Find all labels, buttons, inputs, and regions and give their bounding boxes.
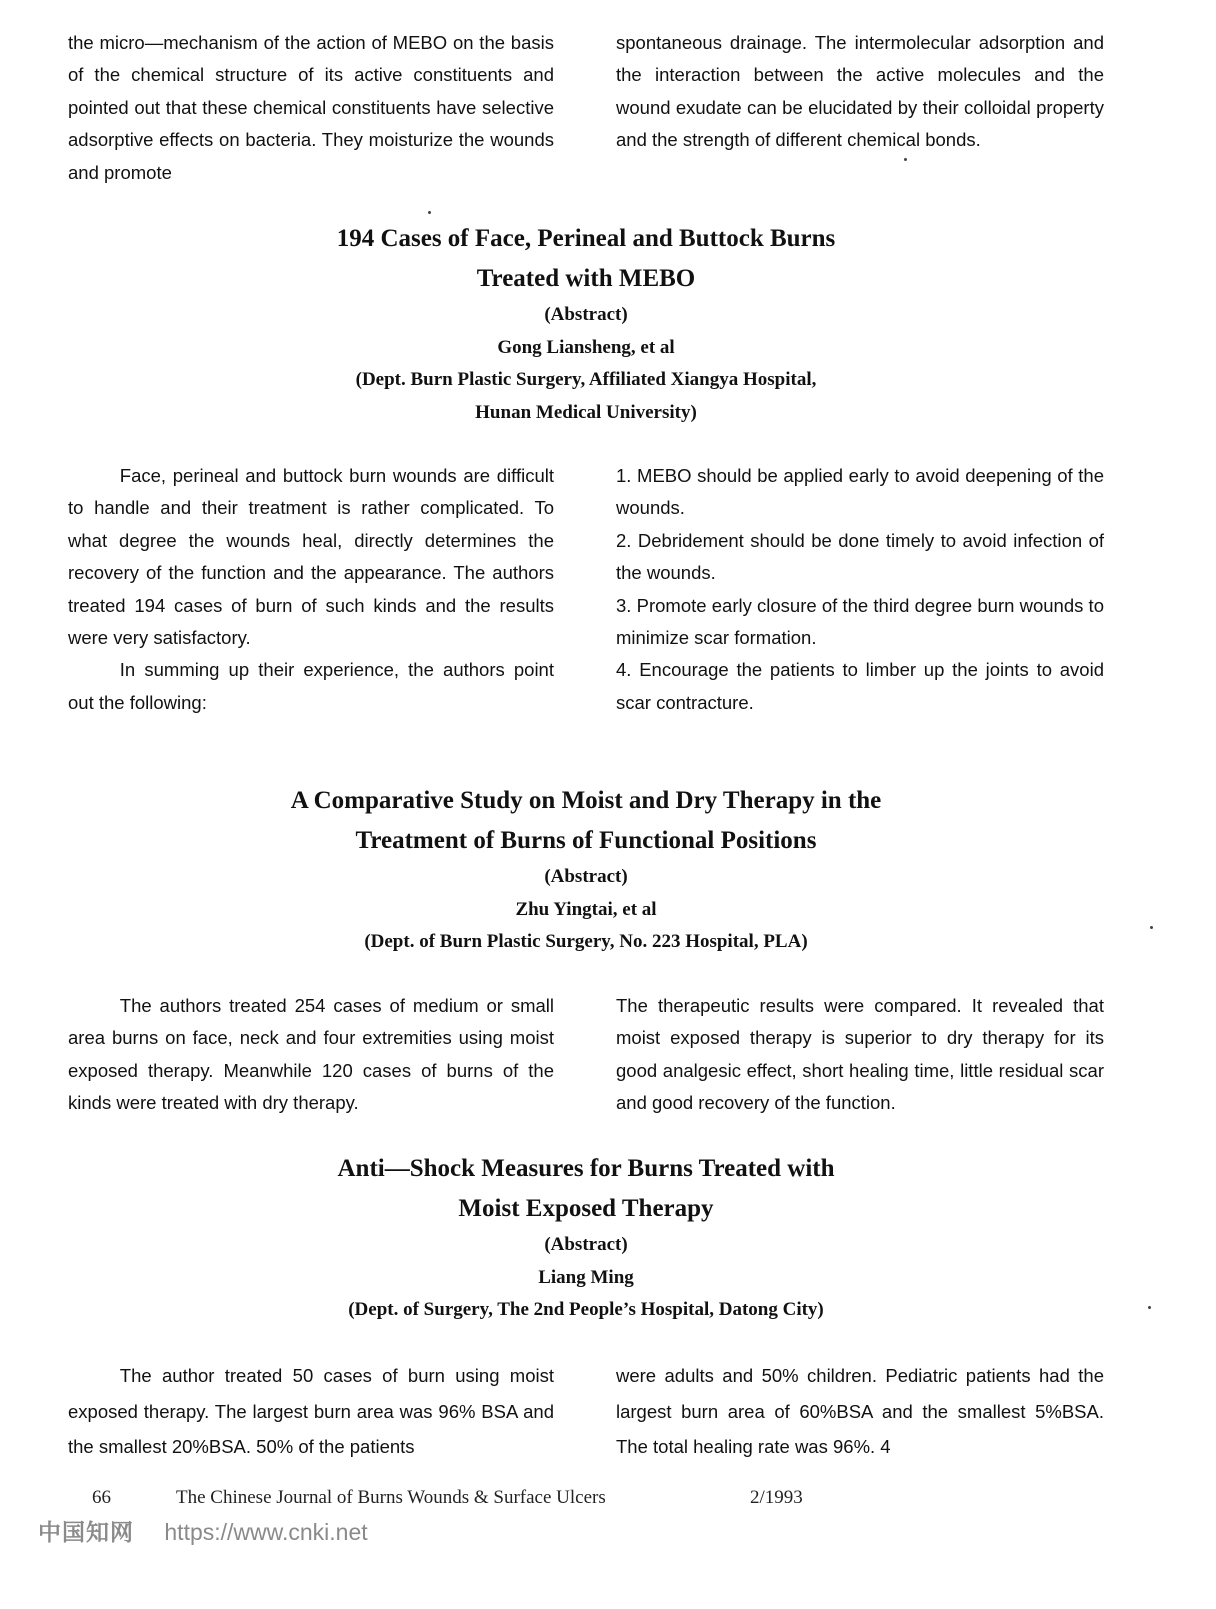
affiliation: (Dept. of Burn Plastic Surgery, No. 223 Hospital, PLA) [364,931,808,952]
abstract-label: (Abstract) [544,866,628,887]
article2-header [0,781,1172,959]
authors: Liang Ming [538,1266,634,1288]
article1-header [0,219,1172,429]
article3-body [68,1358,1104,1465]
scan-speck [904,158,907,161]
paragraph: The therapeutic results were compared. It revealed that moist exposed therapy is superior to dry therapy for its good analgesic effect, short healing time, little residual scar and good recovery of the function. [616,995,1104,1114]
article3-header [0,1149,1172,1327]
authors: Zhu Yingtai, et al [515,898,657,920]
list-item: 1. MEBO should be applied early to avoid deepening of the wounds. [616,465,1104,519]
page-footer [0,1487,1216,1511]
abstract-label: (Abstract) [544,304,628,325]
list-item: 3. Promote early closure of the third degree burn wounds to minimize scar formation. [616,594,1104,649]
scan-speck [1150,926,1153,929]
affiliation: (Dept. Burn Plastic Surgery, Affiliated Xiangya Hospital, [355,369,817,390]
continuation-left-column [68,27,554,189]
affiliation: (Dept. of Surgery, The 2nd People’s Hospital, Datong City) [348,1299,824,1320]
journal-name: The Chinese Journal of Burns Wounds & Surface Ulcers [176,1487,606,1508]
scan-speck [428,211,431,214]
issue-number: 2/1993 [750,1487,803,1508]
list-item: 4. Encourage the patients to limber up the joints to avoid scar contracture. [616,659,1104,713]
paragraph: spontaneous drainage. The intermolecular adsorption and the interaction between the active molecules and the wound exudate can be elucidated by their colloidal property and the strength of different chemical bonds. [616,32,1104,151]
article-title: Treatment of Burns of Functional Positions [355,827,817,854]
page-number: 66 [92,1487,111,1508]
list-item: 2. Debridement should be done timely to avoid infection of the wounds. [616,529,1104,584]
article3-left-column [68,1358,554,1465]
continuation-columns [68,27,1104,189]
paragraph: were adults and 50% children. Pediatric patients had the largest burn area of 60%BSA and the smallest 5%BSA. The total healing rate was 96%. 4 [616,1365,1104,1457]
cnki-watermark [38,1514,368,1547]
watermark-site-name: 中国知网 [38,1519,134,1545]
authors: Gong Liansheng, et al [497,336,675,358]
article3-right-column [616,1358,1104,1465]
paragraph: The author treated 50 cases of burn using moist exposed therapy. The largest burn area was 96% BSA and the smallest 20%BSA. 50% of the patients [68,1365,554,1457]
article2-right-column [616,990,1104,1120]
paragraph: In summing up their experience, the authors point out the following: [68,659,554,713]
continuation-right-column [616,27,1104,189]
affiliation: Hunan Medical University) [475,401,697,423]
article2-body [68,990,1104,1120]
article1-left-column [68,460,554,719]
article-title: 194 Cases of Face, Perineal and Buttock Burns [336,225,836,252]
paragraph: The authors treated 254 cases of medium or small area burns on face, neck and four extremities using moist exposed therapy. Meanwhile 120 cases of burns of the kinds were treated with dry therapy. [68,995,554,1114]
article2-left-column [68,990,554,1120]
article-title: A Comparative Study on Moist and Dry Therapy in the [290,787,882,814]
paragraph: Face, perineal and buttock burn wounds are difficult to handle and their treatment is rather complicated. To what degree the wounds heal, directly determines the recovery of the function and the appearance. The authors treated 194 cases of burn of such kinds and the results were very satisfactory. [68,465,554,649]
scan-speck [1148,1306,1151,1309]
article-title: Anti—Shock Measures for Burns Treated with [337,1155,835,1182]
article-title: Moist Exposed Therapy [458,1195,714,1222]
paragraph: the micro—mechanism of the action of MEBO on the basis of the chemical structure of its active constituents and pointed out that these chemical constituents have selective adsorptive effects on bacteria. They moisturize the wounds and promote [68,32,554,183]
article1-body [68,460,1104,719]
article-title: Treated with MEBO [476,265,696,292]
article1-right-column [616,460,1104,719]
watermark-url[interactable]: https://www.cnki.net [164,1519,368,1545]
abstract-label: (Abstract) [544,1234,628,1255]
